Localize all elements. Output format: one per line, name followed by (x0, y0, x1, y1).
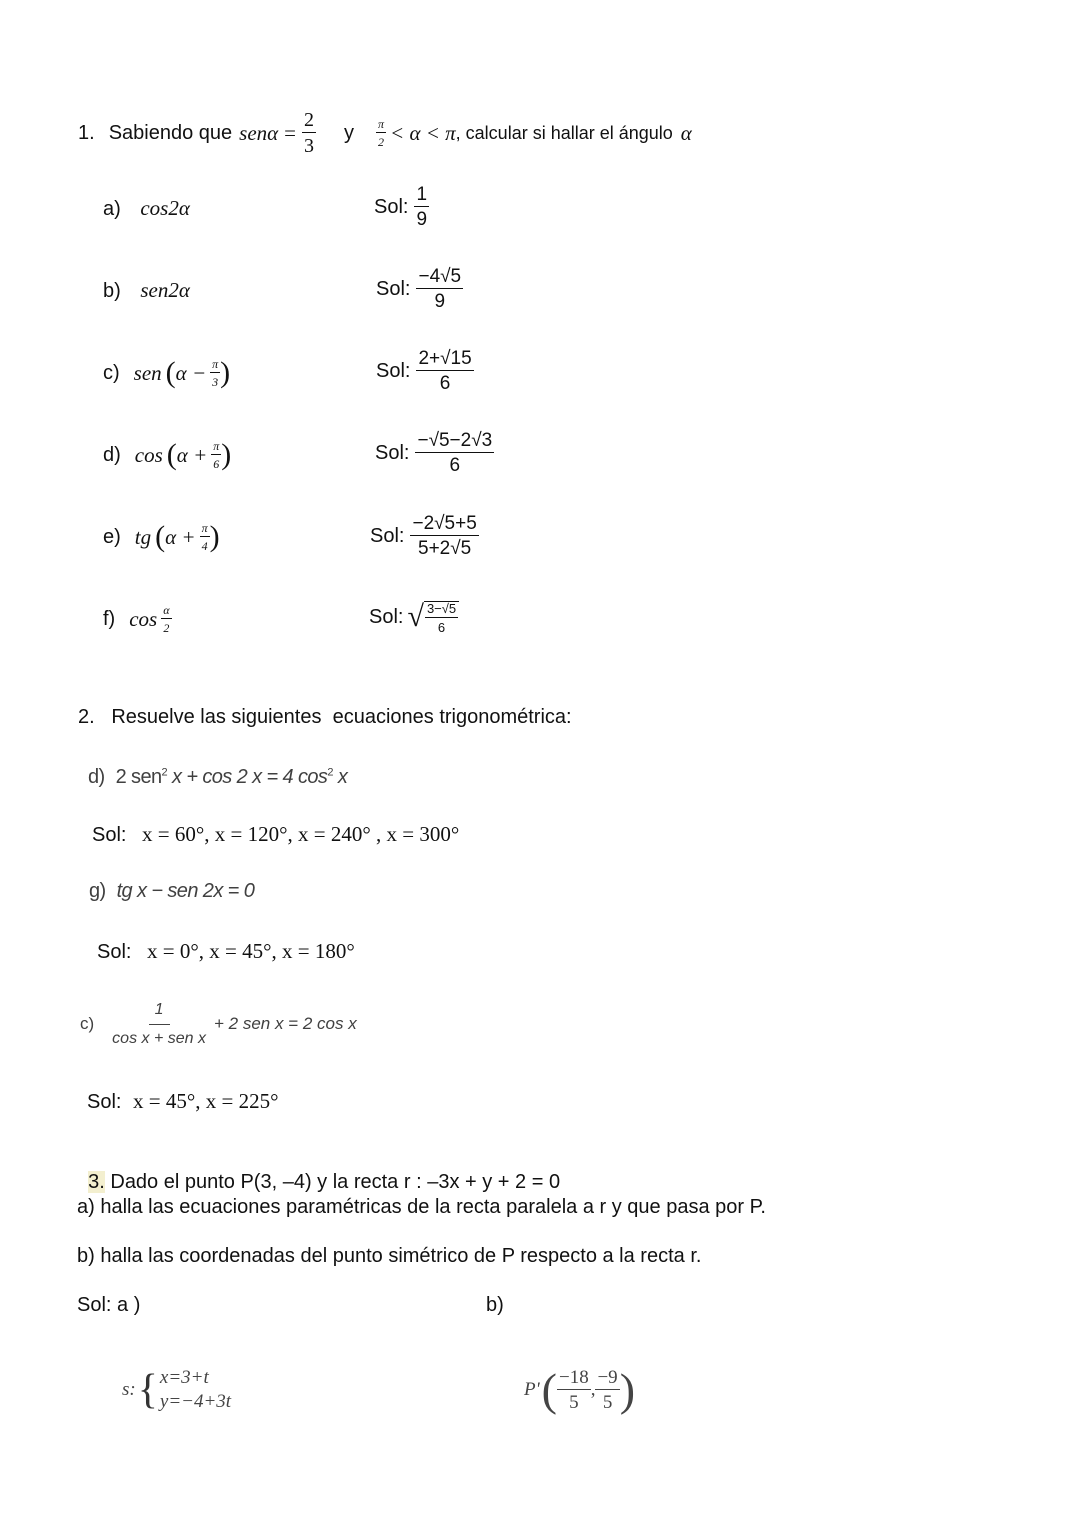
sol-label: Sol: (97, 941, 132, 963)
q1-item-f (103, 596, 172, 642)
item-expression: cos2α (140, 196, 190, 220)
sol-label: Sol: (370, 524, 405, 547)
param-x: x=3+t (159, 1367, 209, 1388)
sol-value: x = 0°, x = 45°, x = 180° (147, 939, 355, 963)
eq-letter: c) (80, 1014, 95, 1033)
eq-exponent: 2 (327, 766, 333, 779)
sol-label: Sol: (369, 605, 404, 628)
item-letter: c) (103, 361, 120, 384)
q1-item-a (103, 196, 190, 221)
q1-alpha: α (680, 120, 692, 145)
q2-solution-c (87, 1089, 279, 1114)
q1-range-fraction: $\frac{\pi}{2}$ (378, 117, 385, 149)
q3-sol-b-label: b) (486, 1294, 504, 1316)
q3-number: 3. (88, 1171, 105, 1193)
item-fraction: $\frac{\pi}{3}$ (212, 357, 219, 389)
q3-symmetric-point: P' ( $\frac{-18}{5}$ , $\frac{-9}{5}$ ) (524, 1364, 636, 1415)
sol-fraction: $\frac{-2√5+5}{5+2√5}$ (412, 513, 477, 559)
sol-fraction: $\frac{2+√15}{6}$ (418, 348, 472, 394)
item-function: sen (133, 360, 162, 385)
sol-fraction: $\frac{-4√5}{9}$ (418, 266, 462, 312)
item-letter: e) (103, 525, 121, 548)
q2-equation-g (89, 880, 254, 903)
item-inner: α + (176, 442, 208, 467)
eq-part: x (332, 766, 348, 788)
sqrt-sign: √ (407, 600, 424, 633)
sqrt-radicand (424, 601, 459, 634)
q1-sol-d (375, 426, 494, 480)
eq-exponent: 2 (161, 766, 168, 779)
sol-label: Sol: (376, 277, 411, 300)
q1-sol-f (369, 592, 459, 642)
q1-given-fn: senα (239, 120, 279, 145)
q2-solution-d (92, 822, 459, 847)
sol-label: Sol: (376, 359, 411, 382)
q1-item-e: e) tg ( α + $\frac{\pi}{4}$ ) (103, 520, 220, 553)
q3-sol-a-label: Sol: a ) (77, 1294, 141, 1316)
eq-letter: g) (89, 880, 106, 902)
q1-item-c: c) sen ( α − $\frac{\pi}{3}$ ) (103, 356, 231, 389)
sol-label: Sol: (87, 1091, 122, 1113)
eq-part: x + cos 2 x = 4 cos (167, 766, 328, 788)
item-fraction: $\frac{\pi}{4}$ (201, 521, 208, 553)
sol-value: x = 60°, x = 120°, x = 240° , x = 300° (142, 822, 460, 846)
sol-fraction: $\frac{3-√5}{6}$ (426, 600, 457, 635)
item-fraction: $\frac{\pi}{6}$ (213, 439, 220, 471)
q3-parametric-system: s: { x=3+t y=−4+3t (122, 1367, 232, 1413)
q1-sol-a (374, 180, 429, 234)
sol-label: Sol: (375, 441, 410, 464)
param-name: s: (122, 1379, 136, 1400)
item-function: cos (134, 442, 163, 467)
q3-statement: Dado el punto P(3, –4) y la recta r : –3x + y + 2 = 0 (104, 1171, 561, 1193)
q1-number: 1. (78, 121, 95, 144)
q1-range: < α < π (390, 120, 456, 145)
q1-given-fraction: $\frac{2}{3}$ (304, 109, 315, 157)
q1-conj: y (344, 121, 355, 144)
point-name: P' (524, 1379, 540, 1400)
sol-label: Sol: (374, 195, 409, 218)
item-letter: d) (103, 443, 121, 466)
q3-part-b: b) halla las coordenadas del punto simétrico de P respecto a la recta r. (77, 1245, 702, 1267)
q1-statement: 1. Sabiendo que senα = $\frac{2}{3}$ y $\frac{\pi}{2}$ < α < π , calcular si hallar el ángulo α (78, 109, 692, 157)
q2-title: 2. Resuelve las siguientes ecuaciones trigonométrica: (78, 706, 572, 728)
item-letter: f) (103, 607, 116, 630)
item-inner: α + (165, 524, 196, 549)
q1-sol-c (376, 344, 474, 398)
q2-equation-d (88, 766, 347, 789)
item-function: tg (134, 524, 152, 549)
item-function: cos (129, 606, 158, 631)
q1-sol-b (376, 262, 463, 316)
item-expression: sen2α (140, 278, 190, 302)
point-y-fraction: $\frac{-9}{5}$ (597, 1367, 618, 1413)
q1-sol-e (370, 508, 479, 564)
item-inner: α − (175, 360, 207, 385)
eq-letter: d) (88, 766, 105, 788)
q1-tail: , calcular si hallar el ángulo (455, 122, 673, 143)
q1-item-b (103, 278, 190, 303)
sol-fraction: $\frac{1}{9}$ (416, 184, 428, 230)
eq-part: 2 sen (115, 766, 162, 788)
eq-fraction: $\frac{1}{\text{cos x + sen x}}$ (112, 1000, 206, 1047)
item-letter: a) (103, 198, 121, 220)
q2-equation-c (80, 996, 357, 1052)
q2-solution-g (97, 939, 355, 964)
item-letter: b) (103, 280, 121, 302)
item-fraction: $\frac{\alpha}{2}$ (163, 603, 170, 635)
sol-value: x = 45°, x = 225° (133, 1089, 279, 1113)
sol-fraction: $\frac{-√5-2√3}{6}$ (417, 430, 493, 476)
q3-title (77, 1148, 560, 1194)
param-y: y=−4+3t (159, 1391, 232, 1412)
q3-part-a: a) halla las ecuaciones paramétricas de la recta paralela a r y que pasa por P. (77, 1196, 766, 1218)
eq-text: tg x − sen 2x = 0 (116, 880, 255, 902)
point-x-fraction: $\frac{-18}{5}$ (559, 1367, 589, 1413)
q1-lead: Sabiendo que (108, 121, 233, 144)
sol-label: Sol: (92, 824, 127, 846)
q1-item-d: d) cos ( α + $\frac{\pi}{6}$ ) (103, 438, 232, 471)
eq-rest: + 2 sen x = 2 cos x (214, 1014, 357, 1033)
